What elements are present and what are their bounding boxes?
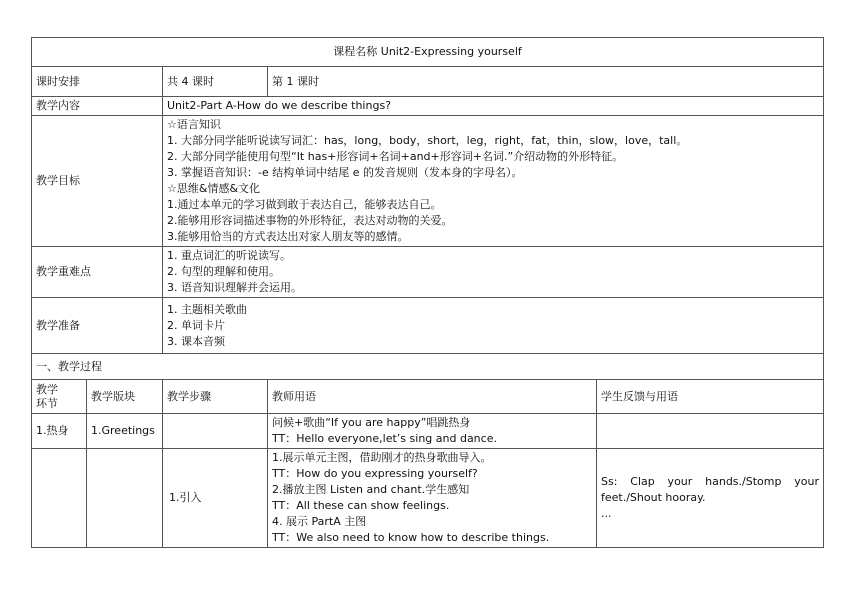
key-points-line: 2. 句型的理解和使用。 bbox=[167, 265, 280, 278]
schedule-total: 共 4 课时 bbox=[163, 67, 268, 97]
teacher-line: TT：We also need to know how to describe things. bbox=[272, 531, 550, 544]
teacher-line: TT：How do you expressing yourself? bbox=[272, 467, 478, 480]
row-student bbox=[597, 449, 824, 548]
key-points-line: 3. 语音知识理解并会运用。 bbox=[167, 281, 302, 294]
header-teacher: 教师用语 bbox=[268, 380, 597, 414]
teacher-line: 1.展示单元主图，借助刚才的热身歌曲导入。 bbox=[272, 451, 492, 464]
objectives-line: 1.通过本单元的学习做到敢于表达自己，能够表达自己。 bbox=[167, 198, 442, 211]
objectives-body bbox=[163, 116, 824, 247]
preparation-line: 2. 单词卡片 bbox=[167, 318, 225, 332]
student-line: ... bbox=[601, 507, 612, 520]
objectives-line: ☆思维&情感&文化 bbox=[167, 182, 261, 195]
key-points-body bbox=[163, 247, 824, 298]
schedule-current: 第 1 课时 bbox=[268, 67, 824, 97]
objectives-line: 2.能够用形容词描述事物的外形特征，表达对动物的关爱。 bbox=[167, 214, 453, 227]
objectives-line: 3. 掌握语音知识：-e 结构单词中结尾 e 的发音规则（发本身的字母名）。 bbox=[167, 166, 523, 179]
objectives-label: 教学目标 bbox=[32, 116, 163, 247]
row-section: 1.Greetings bbox=[87, 414, 163, 449]
row-section bbox=[87, 449, 163, 548]
objectives-line: 1. 大部分同学能听说读写词汇：has，long，body，short，leg，right，fat，thin，slow，love，tall。 bbox=[167, 134, 688, 147]
row-stage bbox=[32, 449, 87, 548]
teacher-line: TT：Hello everyone,let’s sing and dance. bbox=[272, 432, 497, 445]
preparation-line: 3. 课本音频 bbox=[167, 334, 225, 348]
preparation-label: 教学准备 bbox=[32, 298, 163, 354]
row-teacher bbox=[268, 449, 597, 548]
header-student: 学生反馈与用语 bbox=[597, 380, 824, 414]
content-label: 教学内容 bbox=[32, 97, 163, 116]
teacher-line: TT：All these can show feelings. bbox=[272, 499, 450, 512]
teacher-line: 4. 展示 PartA 主图 bbox=[272, 515, 367, 528]
header-stage: 教学 环节 bbox=[32, 380, 87, 414]
row-step: 1.引入 bbox=[163, 449, 268, 548]
lesson-plan-table bbox=[31, 37, 824, 548]
header-section: 教学版块 bbox=[87, 380, 163, 414]
key-points-line: 1. 重点词汇的听说读写。 bbox=[167, 249, 291, 262]
header-step: 教学步骤 bbox=[163, 380, 268, 414]
row-teacher bbox=[268, 414, 597, 449]
row-step bbox=[163, 414, 268, 449]
schedule-label: 课时安排 bbox=[32, 67, 163, 97]
process-title: 一、教学过程 bbox=[32, 354, 824, 380]
key-points-label: 教学重难点 bbox=[32, 247, 163, 298]
objectives-line: 3.能够用恰当的方式表达出对家人朋友等的感情。 bbox=[167, 230, 409, 243]
preparation-line: 1. 主题相关歌曲 bbox=[167, 302, 247, 316]
preparation-body bbox=[163, 298, 824, 354]
row-stage: 1.热身 bbox=[32, 414, 87, 449]
teacher-line: 2.播放主图 Listen and chant.学生感知 bbox=[272, 483, 470, 496]
course-title: 课程名称 Unit2-Expressing yourself bbox=[32, 38, 824, 67]
student-line: Ss: Clap your hands./Stomp your feet./Shout hooray. bbox=[601, 475, 820, 504]
objectives-line: 2. 大部分同学能使用句型“It has+形容词+名词+and+形容词+名词.”介绍动物的外形特征。 bbox=[167, 150, 624, 163]
row-student bbox=[597, 414, 824, 449]
content-value: Unit2-Part A-How do we describe things? bbox=[163, 97, 824, 116]
objectives-line: ☆语言知识 bbox=[167, 118, 221, 131]
teacher-line: 问候+歌曲“If you are happy”唱跳热身 bbox=[272, 416, 471, 429]
